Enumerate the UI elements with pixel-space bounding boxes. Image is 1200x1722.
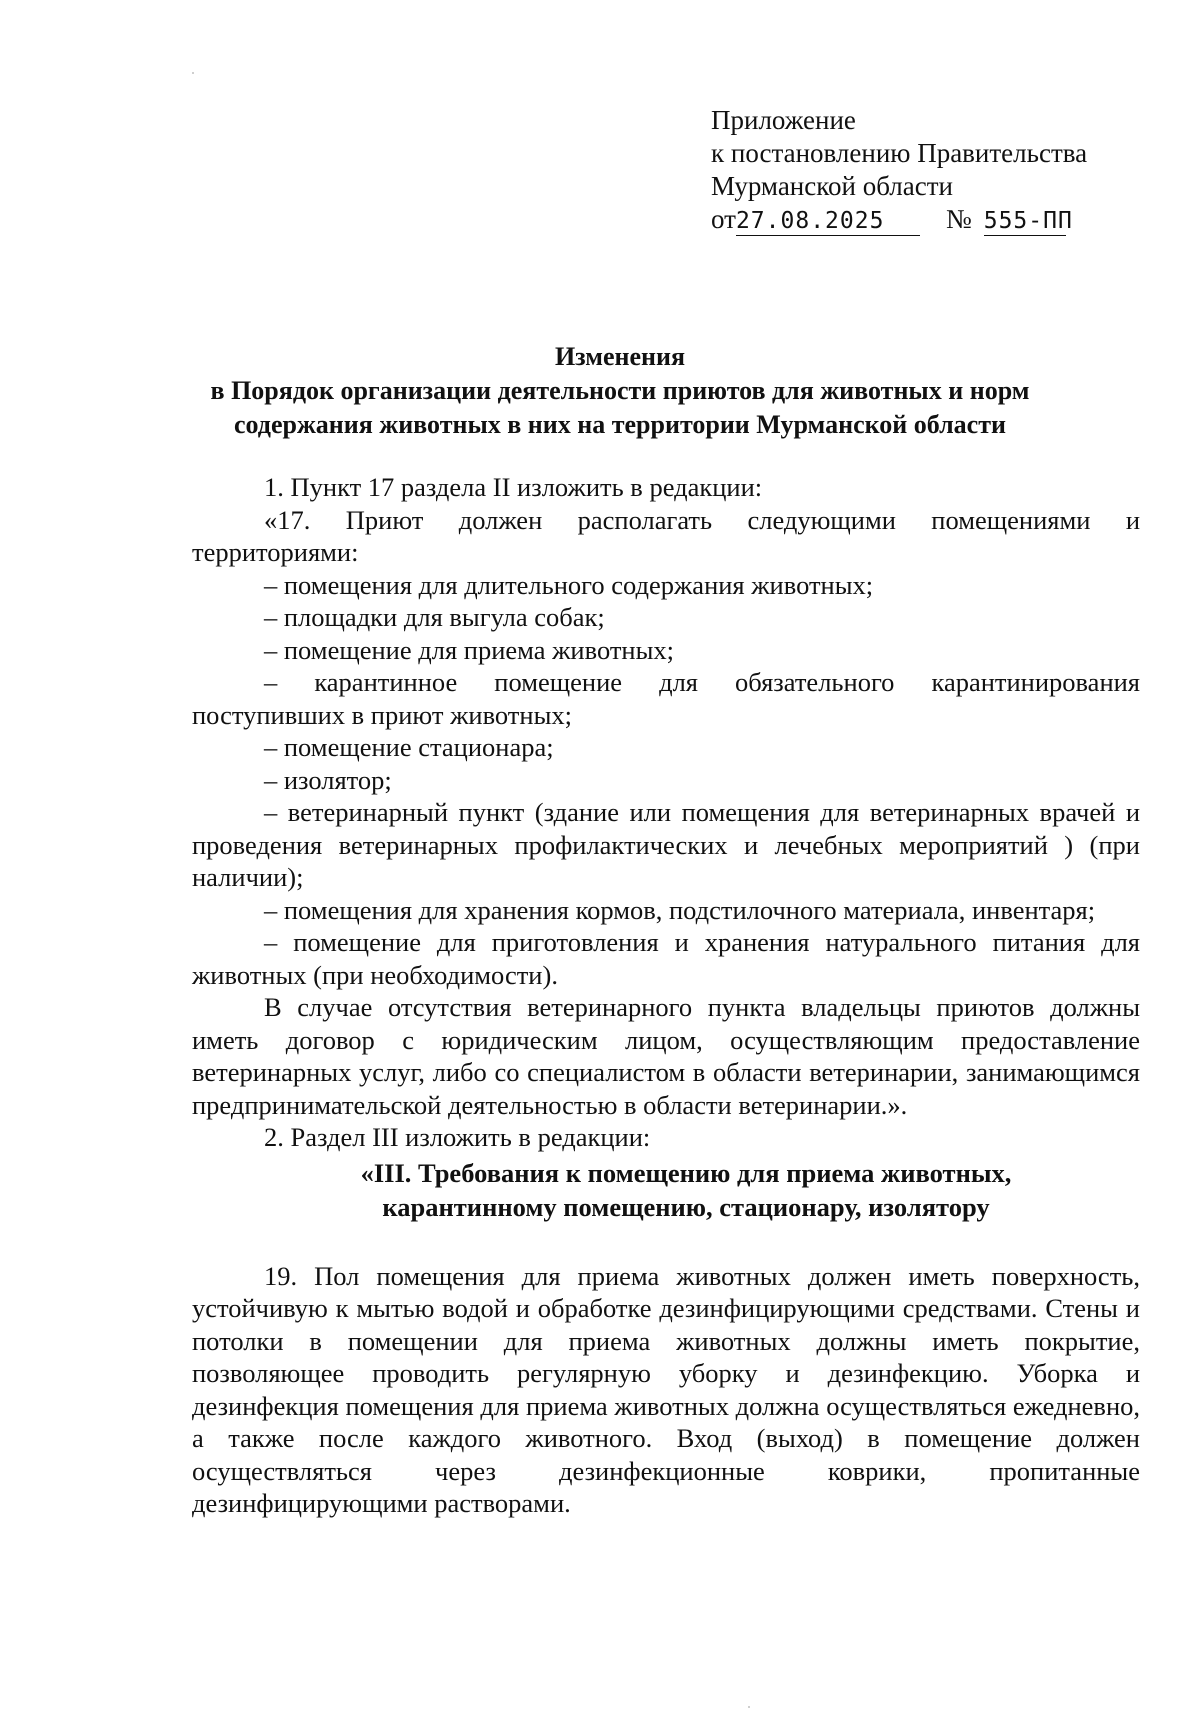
paragraph-point-17: «17. Приют должен располагать следующими помещениями и территориями: [192,504,1140,567]
scan-speck [748,1706,750,1708]
paragraph-point-19: 19. Пол помещения для приема животных должен иметь поверхность, устойчивую к мытью водой и обработке дезинфицирующими средствами. Стены и потолки в помещении для приема животных должны иметь покрытие, позволяющее проводить регулярную уборку и дезинфекцию. Уборка и дезинфекция помещения для приема животных должна осуществляться ежедневно, а также после каждого животного. Вход (выход) в помещение должен осуществляться через дезинфекционные коврики, пропитанные дезинфицирующими растворами. [192,1260,1140,1518]
list-item: – помещение стационара; [264,732,554,762]
list-item: – карантинное помещение для обязательного карантинирования поступивших в приют животных; [192,667,1140,730]
section-title-line-1: «III. Требования к помещению для приема животных, [360,1157,1012,1188]
list-item: – помещения для длительного содержания животных; [264,569,874,600]
date-prefix: от [711,204,736,234]
title-line-1: Изменения [554,342,686,371]
appendix-date-row [711,203,1087,236]
scan-speck [192,72,194,74]
appendix-region-line: Мурманской области [711,171,953,201]
list-item: – изолятор; [264,764,392,795]
paragraph-item-1: 1. Пункт 17 раздела II изложить в редакции: [264,472,763,502]
list-item: – помещение для приема животных; [264,634,675,665]
spacer [192,1224,1140,1260]
number-sign: № [945,204,972,234]
list-item: – помещение для приготовления и хранения натурального питания для животных (при необходимости). [192,927,1140,990]
appendix-resolution-line: к постановлению Правительства [711,138,1088,168]
appendix-title: Приложение [711,105,856,135]
section-title [192,1156,1140,1224]
section-title-line-2: карантинному помещению, стационару, изолятору [382,1191,990,1222]
paragraph-item-2: 2. Раздел III изложить в редакции: [264,1122,651,1152]
title-line-3: содержания животных в них на территории Мурманской области [234,410,1006,439]
appendix-block [711,104,1087,236]
paragraph-vet-contract: В случае отсутствия ветеринарного пункта владельцы приютов должны иметь договор с юридическим лицом, осуществляющим предоставление ветеринарных услуг, либо со специалистом в области ветеринарии, занимающимся предпринимательской деятельностью в области ветеринарии.». [192,992,1140,1120]
list-item: – ветеринарный пункт (здание или помещения для ветеринарных врачей и проведения ветеринарных профилактических и лечебных мероприятий ) (при наличии); [192,797,1140,892]
list-item: – помещения для хранения кормов, подстилочного материала, инвентаря; [264,894,1096,925]
document-body [192,471,1140,1520]
resolution-date: 27.08.2025 [736,208,920,236]
resolution-number: 555-ПП [983,208,1073,234]
list-item: – площадки для выгула собак; [264,602,605,632]
document-title [180,340,1060,442]
title-line-2: в Порядок организации деятельности приютов для животных и норм [210,376,1030,405]
